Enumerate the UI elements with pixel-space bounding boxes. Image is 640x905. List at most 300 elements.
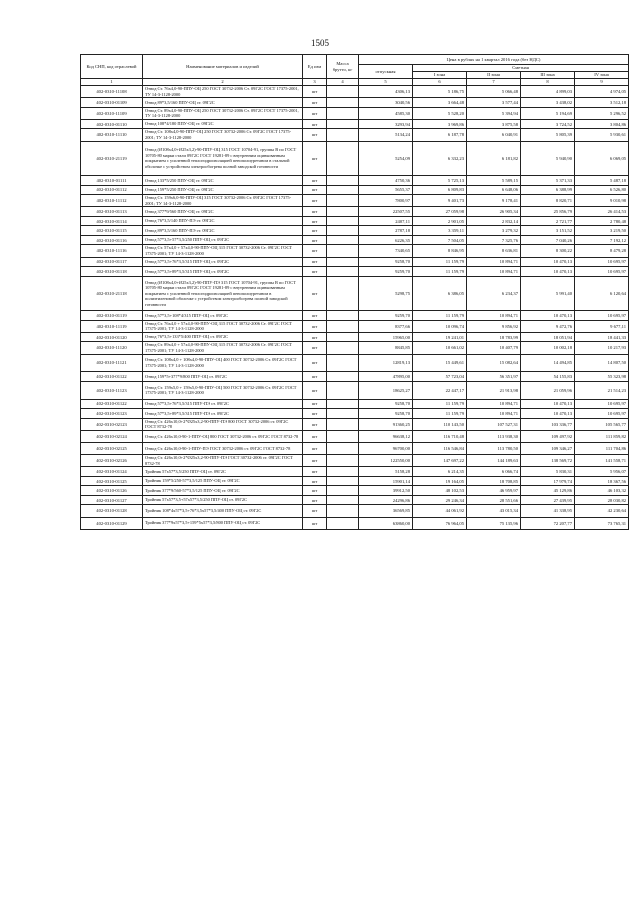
item-unit: шт xyxy=(303,476,327,486)
item-code: 402-0310-01124 xyxy=(81,467,143,477)
item-code: 402-0310-02124 xyxy=(81,430,143,442)
item-code: 402-0310-01119 xyxy=(81,311,143,321)
item-mass xyxy=(327,505,359,517)
item-name: Отвод 57*3,5+89*3,5/315 ППУ-ОЦ ст. 09Г2С xyxy=(143,267,303,277)
price-zone-2: 3 577,44 xyxy=(467,98,521,108)
price-zone-3: 5 830,31 xyxy=(521,467,575,477)
price-zone-2: 10 894,71 xyxy=(467,409,521,419)
price-otpusknaya: 5254,09 xyxy=(359,141,413,176)
item-name: Отвод 159*5+377*9/800 ППУ-ОЦ ст. 09Г2С xyxy=(143,372,303,382)
item-unit: шт xyxy=(303,381,327,399)
table-row xyxy=(81,372,629,382)
price-zone-1: 116 710,48 xyxy=(413,430,467,442)
item-mass xyxy=(327,107,359,119)
price-zone-1: 11 159,79 xyxy=(413,399,467,409)
price-zone-3: 10 002,18 xyxy=(521,342,575,354)
price-zone-2: 113 938,30 xyxy=(467,430,521,442)
price-zone-4: 9 677,11 xyxy=(575,320,629,332)
price-zone-3: 10 470,13 xyxy=(521,257,575,267)
table-row xyxy=(81,505,629,517)
item-name: Тройник 377*9х57*3,5+159*5х57*3,5/800 ППУ-ОЦ ст. 09Г2С xyxy=(143,517,303,529)
item-unit: шт xyxy=(303,332,327,342)
item-mass xyxy=(327,311,359,321)
price-zone-4: 18 441,33 xyxy=(575,332,629,342)
item-unit: шт xyxy=(303,495,327,505)
table-row xyxy=(81,332,629,342)
item-name: Отвод Ст. 159х5,0 + 159х5,0-90-ППУ-ОЦ 500 ГОСТ 30732-2006 Ст. 09Г2С ГОСТ 17375-2001; ТУ 14-3-1128-2000 xyxy=(143,381,303,399)
table-row xyxy=(81,207,629,217)
price-zone-4: 46 103,32 xyxy=(575,486,629,496)
item-mass xyxy=(327,455,359,467)
price-zone-1: 6 187,78 xyxy=(413,129,467,141)
item-unit: шт xyxy=(303,119,327,129)
price-zone-1: 8 846,95 xyxy=(413,245,467,257)
price-zone-2: 144 189,63 xyxy=(467,455,521,467)
table-row xyxy=(81,235,629,245)
price-zone-4: 55 323,98 xyxy=(575,372,629,382)
item-mass xyxy=(327,207,359,217)
price-otpusknaya: 2787,18 xyxy=(359,226,413,236)
table-row xyxy=(81,245,629,257)
header-zone-4: IV зона xyxy=(575,72,629,79)
price-otpusknaya: 96638,12 xyxy=(359,430,413,442)
price-otpusknaya: 18625,27 xyxy=(359,381,413,399)
price-otpusknaya: 9258,70 xyxy=(359,409,413,419)
item-code: 402-0310-01127 xyxy=(81,495,143,505)
price-zone-3: 14 494,85 xyxy=(521,354,575,372)
price-zone-2: 10 894,71 xyxy=(467,257,521,267)
item-name: Отвод Ст. 89х4,0-90-ППУ-ОЦ 250 ГОСТ 30732-2006 Ст. 09Г2С ГОСТ 17375-2001, ТУ 14-3-1128-2000 xyxy=(143,107,303,119)
item-unit: шт xyxy=(303,505,327,517)
price-zone-1: 147 697,22 xyxy=(413,455,467,467)
price-zone-4: 6 526,80 xyxy=(575,185,629,195)
item-code: 402-0310-11120 xyxy=(81,342,143,354)
item-code: 402-0310-01117 xyxy=(81,257,143,267)
item-name: Отвод 108*4/180 ППУ-ОЦ ст. 09Г2С xyxy=(143,119,303,129)
item-unit: шт xyxy=(303,107,327,119)
price-zone-4: 6 069,05 xyxy=(575,141,629,176)
price-zone-4: 28 030,82 xyxy=(575,495,629,505)
item-name: Отвод 89*3,5/160 ППУ-ПЭ ст. 09Г2С xyxy=(143,226,303,236)
table-body xyxy=(81,86,629,530)
price-zone-3: 10 470,13 xyxy=(521,311,575,321)
item-unit: шт xyxy=(303,257,327,267)
header-zone-3: III зона xyxy=(521,72,575,79)
item-name: Тройник 57х57*3,5+57х57*3,5/250 ППУ-ОЦ ст. 09Г2С xyxy=(143,495,303,505)
item-name: Отвод Ст. 108х4,0 + 108х4,0-90-ППУ-ОЦ 400 ГОСТ 30732-2006 Ст. 09Г2С ГОСТ 17375-2001; ТУ 14-3-1128-2000 xyxy=(143,354,303,372)
price-zone-4: 4 974,05 xyxy=(575,86,629,98)
price-zone-2: 5 066,48 xyxy=(467,86,521,98)
item-mass xyxy=(327,98,359,108)
item-mass xyxy=(327,226,359,236)
item-mass xyxy=(327,119,359,129)
price-zone-2: 7 325,76 xyxy=(467,235,521,245)
item-code: 402-0310-11116 xyxy=(81,245,143,257)
table-row xyxy=(81,185,629,195)
price-otpusknaya: 5298,75 xyxy=(359,276,413,311)
item-name: Отвод Ст. 426х10,0-90-1-ППУ-ОЦ 800 ГОСТ 30732-2006 ст. 09Г2С ГОСТ 8732-78 xyxy=(143,430,303,442)
price-zone-3: 45 129,86 xyxy=(521,486,575,496)
price-otpusknaya: 96700,00 xyxy=(359,442,413,454)
price-zone-2: 6 040,91 xyxy=(467,129,521,141)
price-otpusknaya: 5158,28 xyxy=(359,467,413,477)
item-code: 402-0310-01118 xyxy=(81,267,143,277)
item-unit: шт xyxy=(303,141,327,176)
price-otpusknaya: 22507,55 xyxy=(359,207,413,217)
price-zone-1: 6 809,83 xyxy=(413,185,467,195)
price-zone-4: 10 695,97 xyxy=(575,311,629,321)
price-zone-4: 18 367,56 xyxy=(575,476,629,486)
item-unit: шт xyxy=(303,267,327,277)
item-mass xyxy=(327,354,359,372)
price-zone-3: 109 346,27 xyxy=(521,442,575,454)
table-row xyxy=(81,409,629,419)
item-mass xyxy=(327,216,359,226)
price-zone-2: 10 894,71 xyxy=(467,267,521,277)
item-mass xyxy=(327,430,359,442)
price-otpusknaya: 36569,85 xyxy=(359,505,413,517)
price-zone-1: 10 661,02 xyxy=(413,342,467,354)
item-code: 402-0310-01113 xyxy=(81,207,143,217)
item-name: Отвод 76*3,5+133*5/400 ППУ-ОЦ ст. 09Г2С xyxy=(143,332,303,342)
price-zone-4: 42 230,64 xyxy=(575,505,629,517)
price-zone-1: 5 528,20 xyxy=(413,107,467,119)
header-price-title: Цена в рублях на 1 квартал 2016 года (без НДС) xyxy=(359,55,629,65)
item-code: 402-0310-11112 xyxy=(81,195,143,207)
price-zone-1: 19 241,01 xyxy=(413,332,467,342)
price-zone-3: 21 059,96 xyxy=(521,381,575,399)
price-zone-1: 2 901,05 xyxy=(413,216,467,226)
price-otpusknaya: 9259,70 xyxy=(359,311,413,321)
price-zone-1: 6 214,35 xyxy=(413,467,467,477)
price-zone-2: 9 856,92 xyxy=(467,320,521,332)
price-otpusknaya: 122550,00 xyxy=(359,455,413,467)
price-zone-4: 105 565,77 xyxy=(575,418,629,430)
item-name: Отвод 133*5/250 ППУ-ОЦ ст. 09Г2С xyxy=(143,176,303,186)
price-zone-4: 7 192,12 xyxy=(575,235,629,245)
item-code: 402-0310-02126 xyxy=(81,455,143,467)
price-zone-2: 21 913,98 xyxy=(467,381,521,399)
item-mass xyxy=(327,399,359,409)
table-row xyxy=(81,86,629,98)
price-zone-4: 21 514,23 xyxy=(575,381,629,399)
item-mass xyxy=(327,467,359,477)
item-unit: шт xyxy=(303,409,327,419)
price-zone-4: 10 695,97 xyxy=(575,257,629,267)
item-mass xyxy=(327,86,359,98)
item-mass xyxy=(327,409,359,419)
item-mass xyxy=(327,372,359,382)
item-name: Отвод Ст. 57х4,0 + 57х4,0-90-ППУ-ОЦ 315 ГОСТ 30732-2006 Ст. 09Г2С ГОСТ 17375-2001; ТУ 14-3-1128-2000 xyxy=(143,245,303,257)
item-unit: шт xyxy=(303,455,327,467)
price-zone-4: 10 695,97 xyxy=(575,399,629,409)
item-code: 402-0310-01126 xyxy=(81,486,143,496)
price-zone-3: 9 472,76 xyxy=(521,320,575,332)
price-zone-4: 111 859,82 xyxy=(575,430,629,442)
price-zone-1: 110 143,50 xyxy=(413,418,467,430)
price-otpusknaya: 39912,50 xyxy=(359,486,413,496)
header-zone-2: II зона xyxy=(467,72,521,79)
price-zone-4: 10 695,97 xyxy=(575,267,629,277)
item-name: Отвод (Ø108х4,0+Ø25х3,2)-90-ППУ-ОЦ 315 ГОСТ 10704-91, группы В по ГОСТ 10705-80 марки стали 09Г2С ГОСТ 19281-89 с внутренним оцинкованным покрытием с усиленной теплогидроизоляцией пенополиуретаном в стальной оболочке с устройством электрообогрева полной заводской готовности xyxy=(143,141,303,176)
item-code: 402-0310-01110 xyxy=(81,119,143,129)
item-mass xyxy=(327,517,359,529)
price-zone-1: 3 359,11 xyxy=(413,226,467,236)
price-zone-4: 111 704,86 xyxy=(575,442,629,454)
item-code: 402-0310-11123 xyxy=(81,381,143,399)
table-row xyxy=(81,276,629,311)
price-zone-3: 5 991,40 xyxy=(521,276,575,311)
price-zone-2: 18 783,99 xyxy=(467,332,521,342)
price-zone-3: 4 899,03 xyxy=(521,86,575,98)
item-name: Тройник 377*9/560-57*3,5/125 ППУ-ОЦ ст. 09Г2С xyxy=(143,486,303,496)
price-otpusknaya: 12819,13 xyxy=(359,354,413,372)
table-row xyxy=(81,119,629,129)
price-zone-3: 3 151,52 xyxy=(521,226,575,236)
price-zone-3: 103 336,77 xyxy=(521,418,575,430)
item-name: Отвод 377*9/560 ППУ-ОЦ ст. 09Г2С xyxy=(143,207,303,217)
item-name: Отвод Ст. 159х6,0-90-ППУ-ОЦ 315 ГОСТ 30732-2006 Ст. 09Г2С ГОСТ 17375-2001; ТУ 14-3-1128-2000 xyxy=(143,195,303,207)
price-zone-2: 6 066,74 xyxy=(467,467,521,477)
item-unit: шт xyxy=(303,354,327,372)
column-number: 6 xyxy=(413,79,467,86)
item-mass xyxy=(327,418,359,430)
item-mass xyxy=(327,235,359,245)
price-zone-2: 6 648,06 xyxy=(467,185,521,195)
item-unit: шт xyxy=(303,418,327,430)
item-mass xyxy=(327,476,359,486)
item-unit: шт xyxy=(303,342,327,354)
item-mass xyxy=(327,332,359,342)
table-row xyxy=(81,381,629,399)
column-number: 7 xyxy=(467,79,521,86)
price-otpusknaya: 5134,24 xyxy=(359,129,413,141)
item-name: Отвод 57*3,5+76*3,5/315 ППУ-ПЭ ст. 09Г2С xyxy=(143,399,303,409)
item-name: Отвод 89*3,5/160 ППУ-ОЦ ст. 09Г2С xyxy=(143,98,303,108)
price-zone-3: 25 856,79 xyxy=(521,207,575,217)
header-zone-1: I зона xyxy=(413,72,467,79)
item-unit: шт xyxy=(303,467,327,477)
item-name: Отвод 57*3,5+89*3,5/315 ППУ-ПЭ ст. 09Г2С xyxy=(143,409,303,419)
price-zone-2: 15 082,64 xyxy=(467,354,521,372)
price-zone-1: 116 546,84 xyxy=(413,442,467,454)
item-mass xyxy=(327,342,359,354)
price-otpusknaya: 91360,25 xyxy=(359,418,413,430)
item-name: Отвод 57*3,5+108*4/315 ППУ-ОЦ ст. 09Г2С xyxy=(143,311,303,321)
price-zone-2: 113 780,50 xyxy=(467,442,521,454)
item-unit: шт xyxy=(303,399,327,409)
price-zone-2: 6 181,82 xyxy=(467,141,521,176)
price-zone-1: 6 332,23 xyxy=(413,141,467,176)
price-otpusknaya: 15965,00 xyxy=(359,332,413,342)
price-zone-3: 5 805,39 xyxy=(521,129,575,141)
price-zone-3: 18 051,94 xyxy=(521,332,575,342)
price-otpusknaya: 7800,97 xyxy=(359,195,413,207)
price-zone-3: 6 388,99 xyxy=(521,185,575,195)
price-zone-4: 141 558,71 xyxy=(575,455,629,467)
price-zone-2: 3 875,58 xyxy=(467,119,521,129)
header-otpusknaya: отпускная xyxy=(359,65,413,79)
column-number: 4 xyxy=(327,79,359,86)
item-mass xyxy=(327,195,359,207)
table-row xyxy=(81,129,629,141)
item-code: 402-0310-01122 xyxy=(81,372,143,382)
price-zone-3: 8 300,22 xyxy=(521,245,575,257)
price-zone-2: 28 551,66 xyxy=(467,495,521,505)
item-mass xyxy=(327,129,359,141)
price-otpusknaya: 63860,00 xyxy=(359,517,413,529)
price-zone-3: 109 497,92 xyxy=(521,430,575,442)
table-row xyxy=(81,267,629,277)
price-zone-4: 6 120,64 xyxy=(575,276,629,311)
item-code: 402-0310-01129 xyxy=(81,517,143,529)
price-zone-3: 7 040,26 xyxy=(521,235,575,245)
price-zone-3: 10 470,13 xyxy=(521,399,575,409)
item-code: 402-0310-21118 xyxy=(81,276,143,311)
item-unit: шт xyxy=(303,442,327,454)
price-zone-1: 6 386,05 xyxy=(413,276,467,311)
item-name: Отвод Ст. 426х10,0+2*Ø25х3,2-90-ППУ-ПЭ 800 ГОСТ 30732-2006 ст. 09Г2С ГОСТ 8732-78 xyxy=(143,418,303,430)
table-row xyxy=(81,430,629,442)
price-zone-3: 5 194,69 xyxy=(521,107,575,119)
price-zone-4: 14 807,50 xyxy=(575,354,629,372)
item-name: Отвод Ст. 76х4,0-90-ППУ-ОЦ 250 ГОСТ 30732-2006 Ст. 09Г2С ГОСТ 17375-2001, ТУ 14-3-1128-2000 xyxy=(143,86,303,98)
item-code: 402-0310-01114 xyxy=(81,216,143,226)
price-zone-1: 19 164,05 xyxy=(413,476,467,486)
item-unit: шт xyxy=(303,129,327,141)
item-name: Отвод Ст. 89х4,0 + 57х4,0-90-ППУ-ОЦ 315 ГОСТ 30732-2006 Ст. 09Г2С ГОСТ 17375-2001; ТУ 14-3-1128-2000 xyxy=(143,342,303,354)
price-zone-1: 5 186,75 xyxy=(413,86,467,98)
price-zone-1: 11 159,79 xyxy=(413,409,467,419)
item-unit: шт xyxy=(303,245,327,257)
price-zone-4: 73 765,31 xyxy=(575,517,629,529)
price-zone-2: 107 527,31 xyxy=(467,418,521,430)
item-unit: шт xyxy=(303,320,327,332)
price-otpusknaya: 5655,37 xyxy=(359,185,413,195)
table-row xyxy=(81,442,629,454)
column-number: 5 xyxy=(359,79,413,86)
item-mass xyxy=(327,245,359,257)
price-otpusknaya: 8377,66 xyxy=(359,320,413,332)
price-zone-2: 2 832,14 xyxy=(467,216,521,226)
table-row xyxy=(81,98,629,108)
table-row xyxy=(81,476,629,486)
item-unit: шт xyxy=(303,216,327,226)
price-zone-3: 72 207,77 xyxy=(521,517,575,529)
price-zone-1: 15 449,61 xyxy=(413,354,467,372)
item-unit: шт xyxy=(303,195,327,207)
item-code: 402-0310-01116 xyxy=(81,235,143,245)
column-numbers-row xyxy=(81,79,629,86)
item-mass xyxy=(327,381,359,399)
table-row xyxy=(81,486,629,496)
price-otpusknaya: 7340,65 xyxy=(359,245,413,257)
item-code: 402-0310-01115 xyxy=(81,226,143,236)
price-zone-1: 48 102,53 xyxy=(413,486,467,496)
column-number: 9 xyxy=(575,79,629,86)
price-zone-1: 11 159,79 xyxy=(413,267,467,277)
price-zone-2: 9 178,41 xyxy=(467,195,521,207)
item-mass xyxy=(327,176,359,186)
item-code: 402-0310-02125 xyxy=(81,442,143,454)
item-unit: шт xyxy=(303,185,327,195)
item-name: Отвод 159*5/250 ППУ-ОЦ ст. 09Г2С xyxy=(143,185,303,195)
price-otpusknaya: 15901,14 xyxy=(359,476,413,486)
item-unit: шт xyxy=(303,176,327,186)
page-number: 1505 xyxy=(311,38,329,48)
price-zone-2: 56 351,97 xyxy=(467,372,521,382)
price-zone-2: 43 015,34 xyxy=(467,505,521,517)
item-code: 402-0310-11110 xyxy=(81,129,143,141)
price-zone-2: 8 636,81 xyxy=(467,245,521,257)
price-zone-4: 5 956,07 xyxy=(575,467,629,477)
price-zone-3: 41 338,95 xyxy=(521,505,575,517)
item-code: 402-0310-01128 xyxy=(81,505,143,517)
table-row xyxy=(81,141,629,176)
price-otpusknaya: 24296,86 xyxy=(359,495,413,505)
price-zone-4: 10 217,93 xyxy=(575,342,629,354)
item-code: 402-0310-02123 xyxy=(81,418,143,430)
price-zone-2: 3 279,32 xyxy=(467,226,521,236)
table-row xyxy=(81,342,629,354)
price-zone-3: 27 439,95 xyxy=(521,495,575,505)
item-code: 402-0310-01122 xyxy=(81,399,143,409)
price-zone-4: 5 487,18 xyxy=(575,176,629,186)
price-zone-4: 9 010,98 xyxy=(575,195,629,207)
price-zone-3: 2 721,77 xyxy=(521,216,575,226)
price-zone-3: 10 470,13 xyxy=(521,267,575,277)
price-zone-1: 10 096,74 xyxy=(413,320,467,332)
item-code: 402-0310-11119 xyxy=(81,320,143,332)
price-zone-1: 44 061,92 xyxy=(413,505,467,517)
price-zone-3: 10 470,13 xyxy=(521,409,575,419)
price-otpusknaya: 3293,94 xyxy=(359,119,413,129)
item-code: 402-0310-01111 xyxy=(81,176,143,186)
item-mass xyxy=(327,141,359,176)
price-zone-1: 3 664,48 xyxy=(413,98,467,108)
item-name: Отвод 57*3,5+76*3,5/315 ППУ-ОЦ ст. 09Г2С xyxy=(143,257,303,267)
item-code: 402-0310-11108 xyxy=(81,86,143,98)
item-unit: шт xyxy=(303,430,327,442)
price-otpusknaya: 8845,85 xyxy=(359,342,413,354)
item-unit: шт xyxy=(303,372,327,382)
item-name: Отвод 76*3,5/140 ППУ-ПЭ ст. 09Г2С xyxy=(143,216,303,226)
item-name: Тройник 57х57*3,5/250 ППУ-ОЦ ст. 09Г2С xyxy=(143,467,303,477)
price-zone-3: 5 371,33 xyxy=(521,176,575,186)
price-zone-4: 3 219,50 xyxy=(575,226,629,236)
item-name: Отвод Ст. 76х4,0 + 57х4,0-90-ППУ-ОЦ 315 ГОСТ 30732-2006 Ст. 09Г2С ГОСТ 17375-2001; ТУ 14-3-1128-2000 xyxy=(143,320,303,332)
header-unit: Ед изм xyxy=(303,55,327,79)
table-row xyxy=(81,495,629,505)
price-zone-2: 46 959,97 xyxy=(467,486,521,496)
item-unit: шт xyxy=(303,517,327,529)
price-zone-4: 8 479,28 xyxy=(575,245,629,257)
price-otpusknaya: 9258,70 xyxy=(359,399,413,409)
price-zone-3: 138 569,72 xyxy=(521,455,575,467)
price-otpusknaya: 2407,11 xyxy=(359,216,413,226)
price-otpusknaya: 47895,00 xyxy=(359,372,413,382)
column-number: 1 xyxy=(81,79,143,86)
table-row xyxy=(81,517,629,529)
price-zone-2: 75 135,96 xyxy=(467,517,521,529)
price-zone-1: 11 159,79 xyxy=(413,257,467,267)
item-unit: шт xyxy=(303,98,327,108)
price-zone-1: 5 725,13 xyxy=(413,176,467,186)
price-zone-2: 10 894,71 xyxy=(467,399,521,409)
item-mass xyxy=(327,442,359,454)
table-row xyxy=(81,195,629,207)
price-zone-3: 5 940,90 xyxy=(521,141,575,176)
